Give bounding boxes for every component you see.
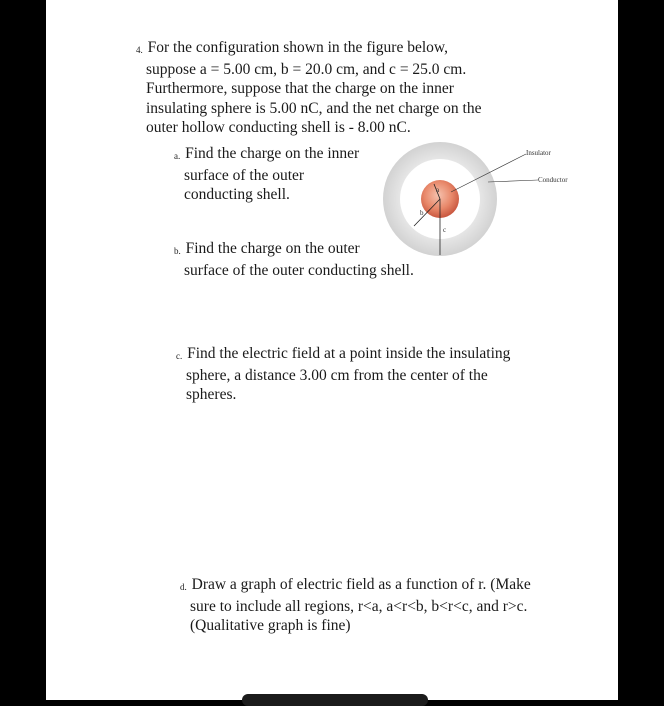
radius-a-label: a <box>436 186 440 194</box>
radius-c-label: c <box>443 226 447 234</box>
problem-line-3: Furthermore, suppose that the charge on the inner <box>146 80 454 97</box>
radius-b-label: b <box>420 209 424 217</box>
problem-line-4: insulating sphere is 5.00 nC, and the net charge on the <box>146 99 482 117</box>
part-d <box>180 575 531 636</box>
part-c-marker: c. <box>176 351 183 361</box>
part-c-line-1: Find the electric field at a point inside the insulating <box>187 345 511 362</box>
document-page <box>46 0 618 700</box>
part-b-marker: b. <box>174 246 181 256</box>
problem-line-5: outer hollow conducting shell is - 8.00 nC. <box>146 119 411 136</box>
part-d-line-2: sure to include all regions, r<a, a<r<b, b<r<c, and r>c. <box>190 597 528 615</box>
conductor-pointer <box>488 180 538 182</box>
part-a-line-1: Find the charge on the inner <box>185 145 360 162</box>
part-c-line-2: sphere, a distance 3.00 cm from the center of the <box>186 366 488 384</box>
part-c <box>176 344 511 405</box>
insulator-label: Insulator <box>526 149 551 157</box>
part-c-line-3: spheres. <box>186 386 237 403</box>
part-a <box>174 144 360 205</box>
part-d-line-1: Draw a graph of electric field as a function of r. (Make <box>191 576 531 593</box>
part-a-line-3: conducting shell. <box>184 186 290 203</box>
problem-line-1: For the configuration shown in the figure below, <box>147 39 448 56</box>
problem-line-2: suppose a = 5.00 cm, b = 20.0 cm, and c = 25.0 cm. <box>146 60 467 78</box>
part-d-line-3: (Qualitative graph is fine) <box>190 617 351 634</box>
part-b-line-1: Find the charge on the outer <box>185 240 360 257</box>
problem-statement <box>136 38 482 138</box>
conductor-label: Conductor <box>538 176 568 184</box>
part-a-marker: a. <box>174 151 181 161</box>
problem-number: 4. <box>136 45 143 55</box>
part-a-line-2: surface of the outer <box>184 166 305 184</box>
home-indicator-bar <box>242 694 428 706</box>
part-b-line-2: surface of the outer conducting shell. <box>184 261 414 279</box>
part-d-marker: d. <box>180 582 187 592</box>
concentric-spheres-figure <box>376 140 596 270</box>
